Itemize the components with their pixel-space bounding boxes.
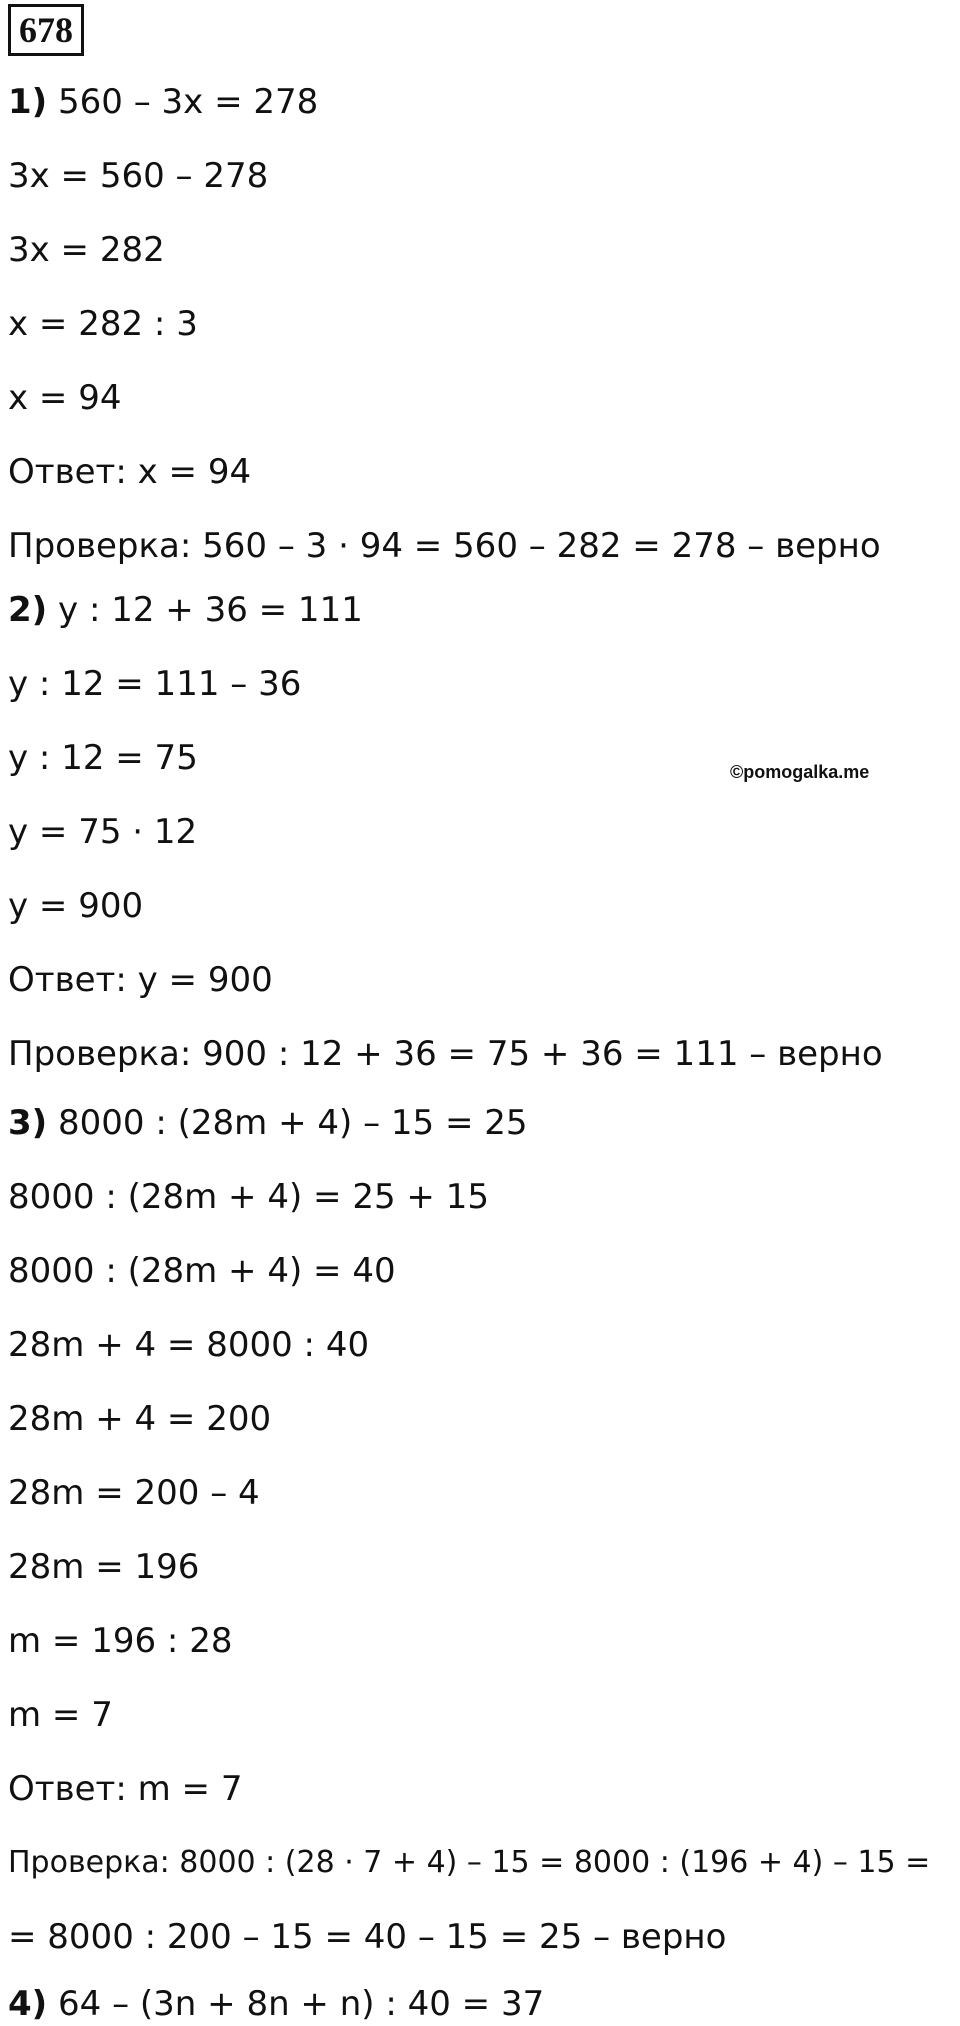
solution-line — [8, 1619, 232, 1663]
equation-text: m = 7 — [8, 1695, 113, 1735]
equation-text: Ответ: m = 7 — [8, 1769, 243, 1809]
item-label: 1) — [8, 82, 48, 122]
solution-line — [8, 736, 198, 780]
equation-text: y : 12 = 75 — [8, 738, 198, 778]
solution-line — [8, 228, 165, 272]
solution-line — [8, 376, 122, 420]
solution-line — [8, 1982, 544, 2026]
equation-text: x = 282 : 3 — [8, 304, 198, 344]
solution-line — [8, 80, 318, 124]
item-label: 2) — [8, 590, 48, 630]
equation-text: = 8000 : 200 – 15 = 40 – 15 = 25 – верно — [8, 1917, 727, 1957]
equation-text: 8000 : (28m + 4) = 25 + 15 — [8, 1177, 489, 1217]
equation-text: Проверка: 560 – 3 · 94 = 560 – 282 = 278 – верно — [8, 526, 881, 566]
equation-text: 28m = 196 — [8, 1547, 200, 1587]
equation-text: x = 94 — [8, 378, 122, 418]
solution-line — [8, 1841, 930, 1885]
solution-line — [8, 450, 251, 494]
equation-text: Ответ: x = 94 — [8, 452, 252, 492]
solution-line — [8, 588, 363, 632]
equation-text: 8000 : (28m + 4) – 15 = 25 — [47, 1103, 528, 1143]
equation-text: y = 900 — [8, 886, 144, 926]
solution-line — [8, 1397, 271, 1441]
solution-line — [8, 302, 198, 346]
equation-text: Проверка: 900 : 12 + 36 = 75 + 36 = 111 – верно — [8, 1034, 883, 1074]
solution-line — [8, 810, 197, 854]
solution-line — [8, 662, 301, 706]
equation-text: 3x = 282 — [8, 230, 165, 270]
equation-text: Проверка: 8000 : (28 · 7 + 4) – 15 = 8000 : (196 + 4) – 15 = — [8, 1845, 931, 1880]
watermark: ©pomogalka.me — [730, 762, 870, 782]
equation-text: y = 75 · 12 — [8, 812, 198, 852]
equation-text: y : 12 = 111 – 36 — [8, 664, 302, 704]
solution-line — [8, 1101, 528, 1145]
equation-text: 560 – 3x = 278 — [47, 82, 319, 122]
solution-line — [8, 154, 268, 198]
equation-text: Ответ: y = 900 — [8, 960, 273, 1000]
solution-line — [8, 884, 143, 928]
solution-line — [8, 1323, 369, 1367]
equation-text: m = 196 : 28 — [8, 1621, 233, 1661]
equation-text: 28m = 200 – 4 — [8, 1473, 260, 1513]
solution-line — [8, 1471, 260, 1515]
solution-line — [8, 1915, 726, 1959]
equation-text: 3x = 560 – 278 — [8, 156, 269, 196]
solution-line — [8, 1032, 883, 1076]
solution-line — [8, 524, 881, 568]
solution-line — [8, 1175, 489, 1219]
solution-line — [8, 1693, 113, 1737]
item-label: 3) — [8, 1103, 48, 1143]
solution-line — [8, 1545, 199, 1589]
equation-text: 8000 : (28m + 4) = 40 — [8, 1251, 396, 1291]
solution-line — [8, 958, 273, 1002]
equation-text: y : 12 + 36 = 111 — [47, 590, 363, 630]
equation-text: 64 – (3n + 8n + n) : 40 = 37 — [47, 1984, 545, 2024]
item-label: 4) — [8, 1984, 48, 2024]
equation-text: 28m + 4 = 200 — [8, 1399, 272, 1439]
equation-text: 28m + 4 = 8000 : 40 — [8, 1325, 370, 1365]
solution-line — [8, 1249, 396, 1293]
problem-number-box: 678 — [8, 4, 84, 56]
solution-line — [8, 1767, 242, 1811]
